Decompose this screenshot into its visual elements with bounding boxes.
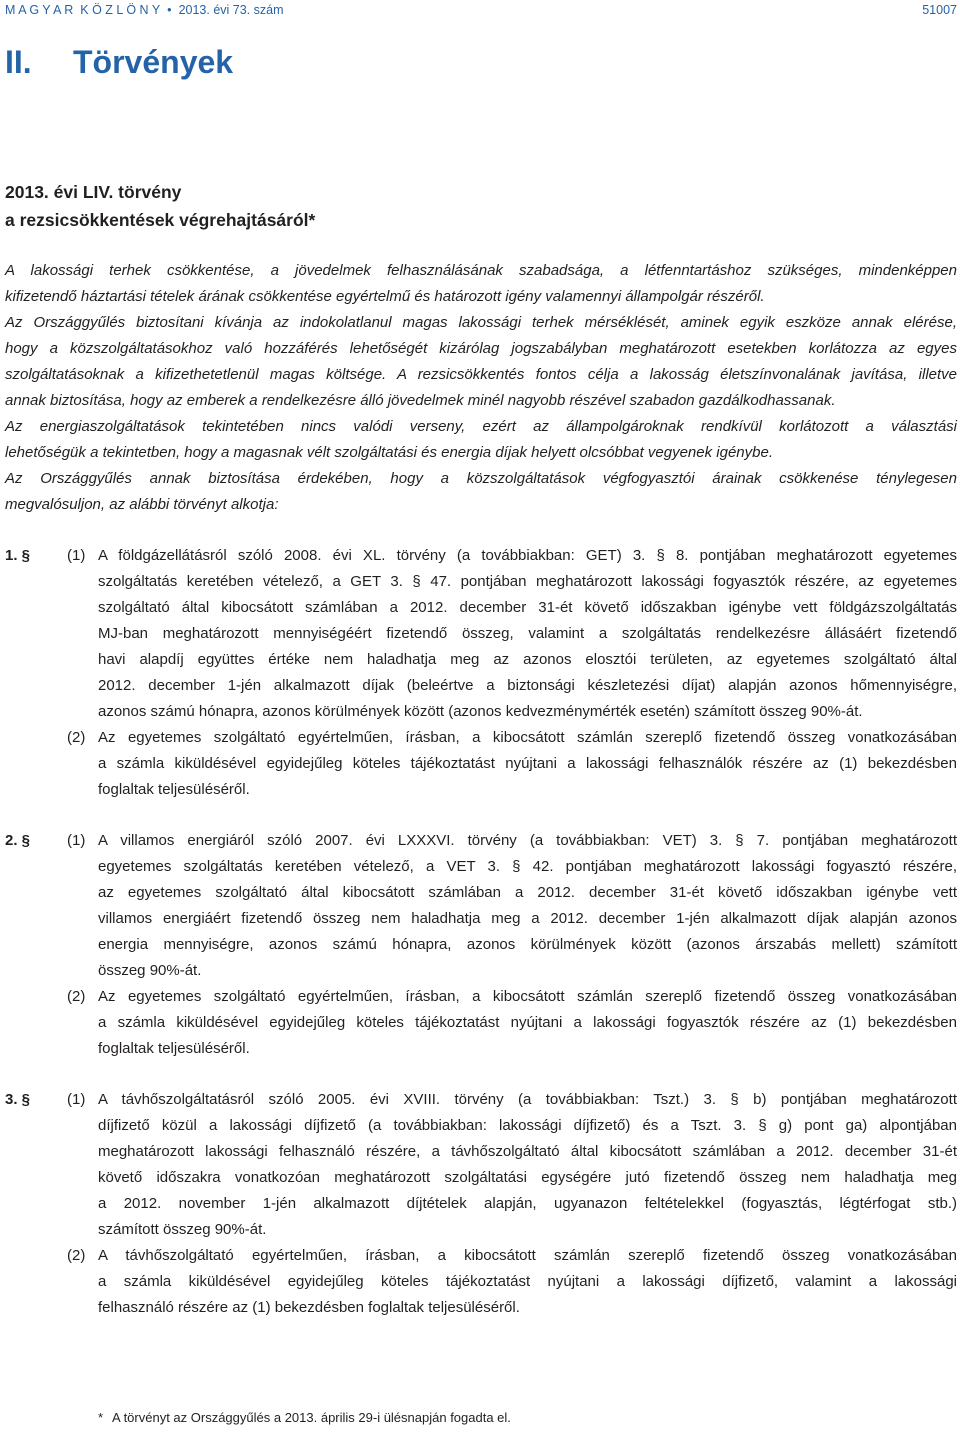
text-line: foglaltak teljesüléséről.: [98, 781, 250, 798]
text-line: meghatározott lakossági felhasználó részére, a távhőszolgáltató által kibocsátott számlában a 2012. december 31-ét: [98, 1143, 957, 1160]
paragraph-label: (1): [67, 1091, 86, 1108]
page-number: 51007: [922, 3, 957, 17]
text-line: az egyetemes szolgáltató által kibocsátott számlában a 2012. december 31-ét követő időszakban igénybe vett: [98, 884, 957, 901]
paragraph-text: [98, 828, 957, 984]
preamble-paragraph: [5, 310, 957, 414]
text-line: A földgázellátásról szóló 2008. évi XL. törvény (a továbbiakban: GET) 3. § 8. pontjában meghatározott egyetemes: [98, 547, 957, 564]
text-line: a számla kiküldésével egyidejűleg köteles tájékoztatást nyújtani a lakossági fogyasztók részére az (1) bekezdésben: [98, 1014, 957, 1031]
preamble-paragraph: [5, 414, 957, 466]
text-line: annak biztosítása, hogy az emberek a rendelkezésre álló jövedelmek minél nagyobb részével szabadon gazdálkodhassanak.: [5, 392, 836, 409]
text-line: A villamos energiáról szóló 2007. évi LXXXVI. törvény (a továbbiakban: VET) 3. § 7. pontjában meghatározott: [98, 832, 957, 849]
text-line: Az Országgyűlés annak biztosítása érdekében, hogy a közszolgáltatások végfogyasztói árainak csökkenése ténylegesen: [5, 470, 957, 487]
chapter-title: Törvények: [73, 44, 234, 80]
paragraph-label: (2): [67, 1247, 86, 1264]
section-number: 1. §: [5, 547, 31, 564]
text-line: Az Országgyűlés biztosítani kívánja az indokolatlanul magas lakossági terhek mérséklését, aminek egyik eszköze annak elérése,: [5, 314, 957, 331]
text-line: Az egyetemes szolgáltató egyértelműen, írásban, a kibocsátott számlán szereplő fizetendő összeg vonatkozásában: [98, 988, 957, 1005]
paragraph: [5, 984, 957, 1062]
text-line: foglaltak teljesüléséről.: [98, 1040, 250, 1057]
text-line: villamos energiáért fizetendő összeg nem haladhatja meg a 2012. december 1-jén alkalmazott díjak alapján azonos: [98, 910, 957, 927]
law-title: 2013. évi LIV. törvény: [5, 182, 182, 202]
text-line: A távhőszolgáltatásról szóló 2005. évi XVIII. törvény (a továbbiakban: Tszt.) 3. § b) pontjában meghatározott: [98, 1091, 957, 1108]
law-body: [5, 258, 957, 1321]
paragraph: [5, 543, 957, 725]
text-line: A távhőszolgáltató egyértelműen, írásban, a kibocsátott számlán szereplő fizetendő összeg vonatkozásában: [98, 1247, 957, 1264]
text-line: energia mennyiségre, azonos számú hónapra, azonos körülmények között (azonos árszabás mellett) számított: [98, 936, 957, 953]
law-subtitle: a rezsicsökkentések végrehajtásáról*: [5, 210, 316, 230]
paragraph-label: (2): [67, 988, 86, 1005]
text-line: a 2012. november 1-jén alkalmazott díjtételek alapján, ugyanazon feltételekkel (fogyasztás, légtérfogat stb.): [98, 1195, 957, 1212]
paragraph-label: (2): [67, 729, 86, 746]
law-heading: [5, 178, 315, 234]
text-line: a számla kiküldésével egyidejűleg köteles tájékoztatást nyújtani a lakossági felhasználók részére az (1) bekezdésben: [98, 755, 957, 772]
footnote-marker: *: [98, 1410, 104, 1425]
paragraph-text: [98, 725, 957, 803]
text-line: megvalósuljon, az alábbi törvényt alkotja:: [5, 496, 279, 513]
text-line: A lakossági terhek csökkentése, a jövedelmek felhasználásának szabadsága, a létfenntartáshoz szükséges, mindenképpen: [5, 262, 957, 279]
text-line: MJ-ban meghatározott mennyiségéért fizetendő összeg, valamint a szolgáltatás rendelkezésre állásáért fizetendő: [98, 625, 957, 642]
running-head: [5, 1, 957, 19]
text-line: összeg 90%-át.: [98, 962, 202, 979]
section-1: [5, 543, 957, 803]
paragraph-text: [98, 543, 957, 725]
text-line: 2012. december 1-jén alkalmazott díjak (beleértve a biztonsági készletezési díjat) alapján azonos hőmennyiségre,: [98, 677, 957, 694]
section-number: 2. §: [5, 832, 31, 849]
text-line: követő időszakra vonatkozóan meghatározott szolgáltatási egységére jutó fizetendő összeg nem haladhatja meg: [98, 1169, 957, 1186]
section-number: 3. §: [5, 1091, 31, 1108]
text-line: lehetőségük a tekintetben, hogy a magasnak vélt szolgáltatási és energia díjak helyett olcsóbbat vegyenek igénybe.: [5, 444, 773, 461]
paragraph: [5, 1087, 957, 1243]
paragraph-text: [98, 1087, 957, 1243]
preamble-paragraph: [5, 258, 957, 310]
preamble: [5, 258, 957, 518]
text-line: felhasználó részére az (1) bekezdésben foglaltak teljesüléséről.: [98, 1299, 520, 1316]
paragraph: [5, 725, 957, 803]
issue-label: 2013. évi 73. szám: [178, 3, 284, 17]
paragraph: [5, 1243, 957, 1321]
text-line: hogy a közszolgáltatásokhoz való hozzáférés lehetőségét kizárólag jogszabályban meghatározott esetekben korlátozza az egyes: [5, 340, 957, 357]
running-head-left: [5, 1, 283, 19]
text-line: kifizetendő háztartási tételek árának csökkentése egyértelmű és határozott igény valamennyi állampolgár részéről.: [5, 288, 765, 305]
text-line: azonos számú hónapra, azonos körülmények között (azonos kedvezménymérték esetén) számított összeg 90%-át.: [98, 703, 863, 720]
preamble-paragraph: [5, 466, 957, 518]
paragraph-label: (1): [67, 832, 86, 849]
publication-name: M A G Y A R K Ö Z L Ö N Y: [5, 3, 161, 17]
text-line: Az energiaszolgáltatások tekintetében nincs valódi verseny, ezért az állampolgároknak rendkívül korlátozott a választási: [5, 418, 957, 435]
paragraph-text: [98, 984, 957, 1062]
paragraph: [5, 828, 957, 984]
paragraph-label: (1): [67, 547, 86, 564]
text-line: szolgáltatásoknak a kifizethetetlenül magas költsége. A rezsicsökkentés fontos célja a lakosság életszínvonalának javítása, illetve: [5, 366, 957, 383]
chapter-heading: [5, 42, 605, 82]
chapter-number: II.: [5, 44, 32, 80]
text-line: számított összeg 90%-át.: [98, 1221, 267, 1238]
section-3: [5, 1087, 957, 1321]
footnote-text: A törvényt az Országgyűlés a 2013. április 29-i ülésnapján fogadta el.: [112, 1410, 511, 1425]
text-line: egyetemes szolgáltatás keretében vételező, a VET 3. § 42. pontjában meghatározott lakossági fogyasztó részére,: [98, 858, 957, 875]
text-line: szolgáltató által kibocsátott számlában a 2012. december 31-ét követő időszakban igénybe vett földgázszolgáltatás: [98, 599, 957, 616]
text-line: havi alapdíj együttes értéke nem haladhatja meg az azonos elosztói területen, az egyetemes szolgáltató által: [98, 651, 957, 668]
paragraph-text: [98, 1243, 957, 1321]
text-line: szolgáltatás keretében vételező, a GET 3. § 47. pontjában meghatározott lakossági fogyasztók részére, az egyetemes: [98, 573, 957, 590]
footnote: [98, 1408, 511, 1428]
text-line: a számla kiküldésével egyidejűleg köteles tájékoztatást nyújtani a lakossági díjfizető, valamint a lakossági: [98, 1273, 957, 1290]
section-2: [5, 828, 957, 1062]
text-line: díjfizető közül a lakossági díjfizető (a továbbiakban: lakossági díjfizető) és a Tszt. 3. § g) pont ga) alpontjában: [98, 1117, 957, 1134]
running-head-separator: •: [167, 3, 172, 17]
text-line: Az egyetemes szolgáltató egyértelműen, írásban, a kibocsátott számlán szereplő fizetendő összeg vonatkozásában: [98, 729, 957, 746]
